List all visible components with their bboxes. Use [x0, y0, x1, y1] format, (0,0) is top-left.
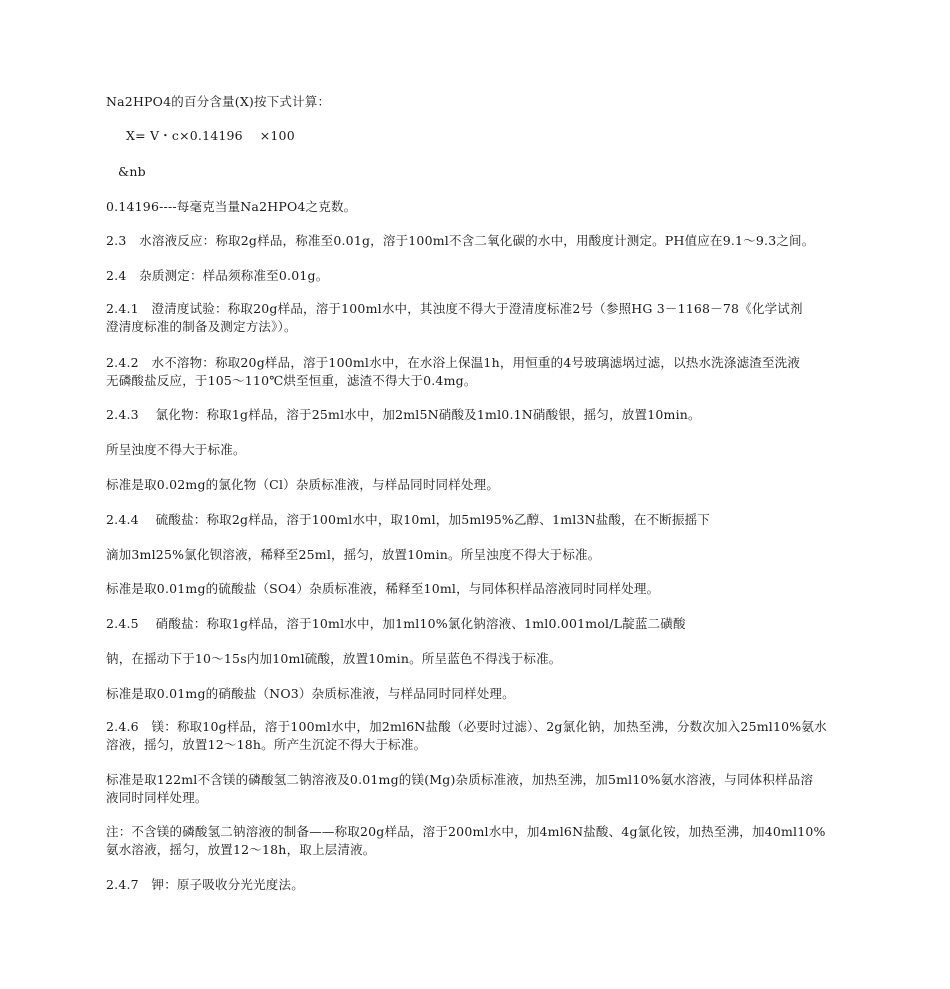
- section-2-3-text: 2.3 水溶液反应：称取2g样品，称准至0.01g，溶于100ml不含二氧化碳的水中，用酸度计测定。PH值应在9.1～9.3之间。: [106, 233, 815, 248]
- section-2-4-3-note: 所呈浊度不得大于标准。: [106, 442, 246, 457]
- section-2-4-2-line1: 2.4.2 水不溶物：称取20g样品，溶于100ml水中，在水浴上保温1h，用恒重的4号玻璃滤埚过滤，以热水洗涤滤渣至洗液: [106, 355, 801, 370]
- section-2-4-1-line1: 2.4.1 澄清度试验：称取20g样品，溶于100ml水中，其浊度不得大于澄清度标准2号（参照HG 3－1168－78《化学试剂: [106, 301, 803, 316]
- stray-entity-text: &nb: [118, 164, 146, 179]
- section-2-4-4-line2: 滴加3ml25%氯化钡溶液，稀释至25ml，摇匀，放置10min。所呈浊度不得大于标准。: [106, 547, 601, 562]
- formula-text: X= V・c×0.14196 ×100: [126, 128, 295, 143]
- section-2-4-6-line2: 溶液，摇匀，放置12～18h。所产生沉淀不得大于标准。: [106, 737, 427, 752]
- section-2-4-6-note-line1: 注：不含镁的磷酸氢二钠溶液的制备——称取20g样品，溶于200ml水中，加4ml6N盐酸、4g氯化铵，加热至沸，加40ml10%: [106, 824, 826, 839]
- formula-intro-text: Na2HPO4的百分含量(X)按下式计算：: [106, 94, 331, 109]
- section-2-4-5-line1: 2.4.5 硝酸盐：称取1g样品，溶于10ml水中，加1ml10%氯化钠溶液、1ml0.001mol/L靛蓝二磺酸: [106, 616, 686, 631]
- section-2-4-3-standard: 标准是取0.02mg的氯化物（Cl）杂质标准液，与样品同时同样处理。: [106, 477, 500, 492]
- section-2-4-5-line2: 钠，在摇动下于10～15s内加10ml硫酸，放置10min。所呈蓝色不得浅于标准。: [106, 651, 562, 666]
- section-2-4-4-line1: 2.4.4 硫酸盐：称取2g样品，溶于100ml水中，取10ml，加5ml95%乙醇、1ml3N盐酸，在不断振摇下: [106, 512, 711, 527]
- section-2-4-1-line2: 澄清度标准的制备及测定方法》）。: [106, 319, 297, 334]
- formula-definition-text: 0.14196----每毫克当量Na2HPO4之克数。: [106, 199, 357, 214]
- section-2-4-3-text: 2.4.3 氯化物：称取1g样品，溶于25ml水中，加2ml5N硝酸及1ml0.1N硝酸银，摇匀，放置10min。: [106, 407, 701, 422]
- section-2-4-6-note-line2: 氨水溶液，摇匀，放置12～18h，取上层清液。: [106, 842, 376, 857]
- section-2-4-2-line2: 无磷酸盐反应，于105～110℃烘至恒重，滤渣不得大于0.4mg。: [106, 373, 477, 388]
- section-2-4-7-text: 2.4.7 钾：原子吸收分光光度法。: [106, 877, 304, 892]
- section-2-4-text: 2.4 杂质测定：样品须称准至0.01g。: [106, 268, 329, 283]
- section-2-4-4-standard: 标准是取0.01mg的硫酸盐（SO4）杂质标准液，稀释至10ml，与同体积样品溶液同时同样处理。: [106, 581, 660, 596]
- section-2-4-6-standard-line2: 液同时同样处理。: [106, 790, 208, 805]
- section-2-4-6-line1: 2.4.6 镁：称取10g样品，溶于100ml水中，加2ml6N盐酸（必要时过滤）、2g氯化钠，加热至沸，分数次加入25ml10%氨水: [106, 719, 827, 734]
- section-2-4-6-standard-line1: 标准是取122ml不含镁的磷酸氢二钠溶液及0.01mg的镁(Mg)杂质标准液，加热至沸，加5ml10%氨水溶液，与同体积样品溶: [106, 772, 814, 787]
- section-2-4-5-standard: 标准是取0.01mg的硝酸盐（NO3）杂质标准液，与样品同时同样处理。: [106, 686, 515, 701]
